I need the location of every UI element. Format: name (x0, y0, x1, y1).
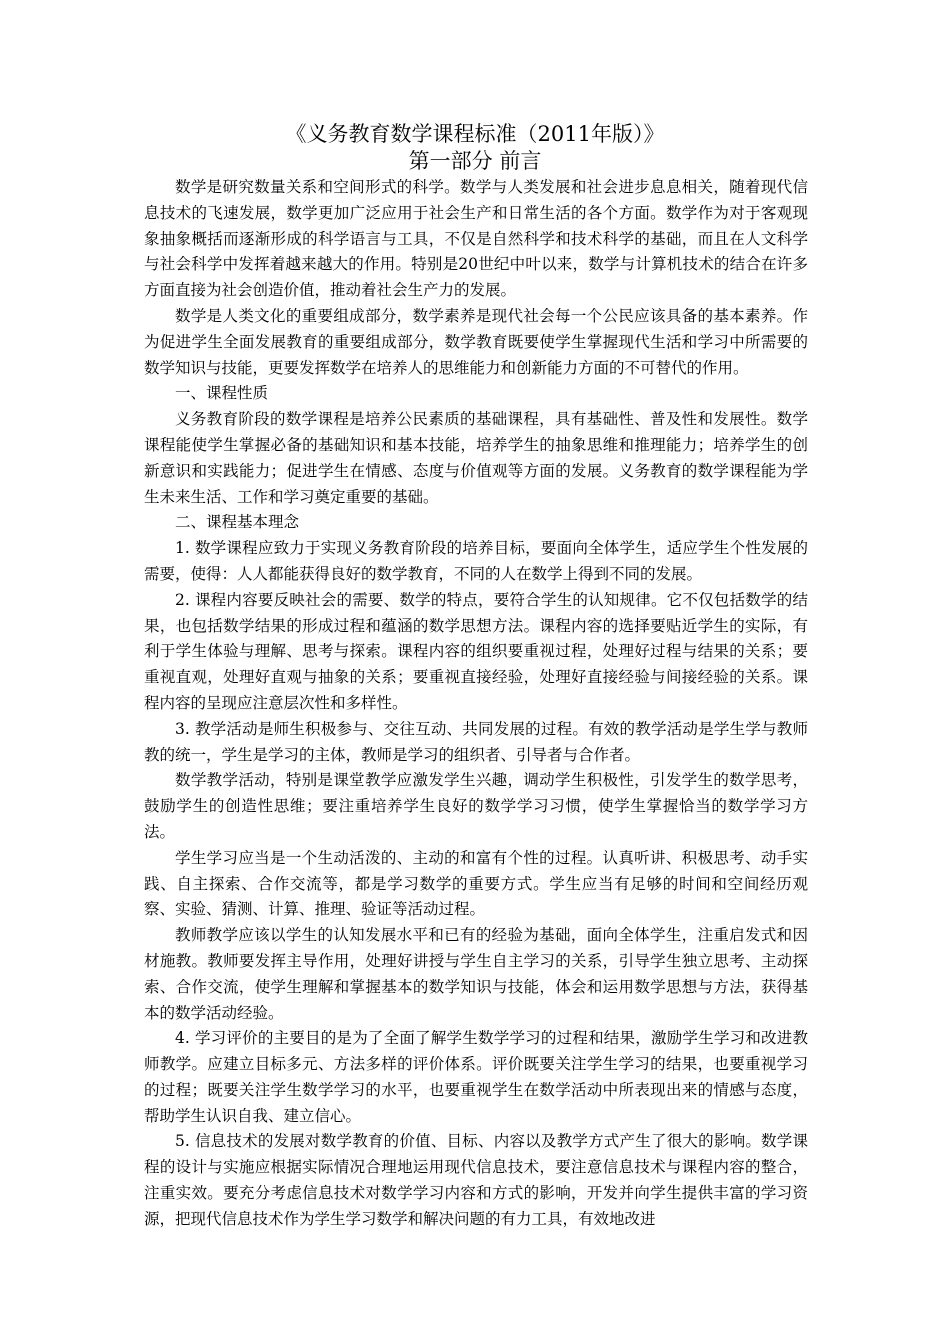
paragraph-concept-1: 1. 数学课程应致力于实现义务教育阶段的培养目标，要面向全体学生，适应学生个性发展的需要，使得：人人都能获得良好的数学教育，不同的人在数学上得到不同的发展。 (144, 539, 808, 583)
paragraph-concept-4: 4. 学习评价的主要目的是为了全面了解学生数学学习的过程和结果，激励学生学习和改进教师教学。应建立目标多元、方法多样的评价体系。评价既要关注学生学习的结果，也要重视学习的过程；既要关注学生数学学习的水平，也要重视学生在数学活动中所表现出来的情感与态度，帮助学生认识自我、建立信心。 (144, 1029, 808, 1125)
paragraph-teaching-activity: 数学教学活动，特别是课堂教学应激发学生兴趣，调动学生积极性，引发学生的数学思考，鼓励学生的创造性思维；要注重培养学生良好的数学学习习惯，使学生掌握恰当的数学学习方法。 (144, 771, 808, 841)
paragraph-concept-2: 2. 课程内容要反映社会的需要、数学的特点，要符合学生的认知规律。它不仅包括数学的结果，也包括数学结果的形成过程和蕴涵的数学思想方法。课程内容的选择要贴近学生的实际，有利于学生体验与理解、思考与探索。课程内容的组织要重视过程，处理好过程与结果的关系；要重视直观，处理好直观与抽象的关系；要重视直接经验，处理好直接经验与间接经验的关系。课程内容的呈现应注意层次性和多样性。 (144, 590, 808, 712)
paragraph-intro-2: 数学是人类文化的重要组成部分，数学素养是现代社会每一个公民应该具备的基本素养。作为促进学生全面发展教育的重要组成部分，数学教育既要使学生掌握现代生活和学习中所需要的数学知识与技能，更要发挥数学在培养人的思维能力和创新能力方面的不可替代的作用。 (144, 306, 808, 377)
section-heading: 第一部分 前言 (408, 149, 542, 173)
heading-course-nature: 一、课程性质 (175, 384, 269, 403)
heading-basic-concepts: 二、课程基本理念 (175, 513, 300, 532)
document-title: 《义务教育数学课程标准（2011年版）》 (285, 122, 665, 146)
paragraph-intro-1: 数学是研究数量关系和空间形式的科学。数学与人类发展和社会进步息息相关，随着现代信息技术的飞速发展，数学更加广泛应用于社会生产和日常生活的各个方面。数学作为对于客观现象抽象概括而逐渐形成的科学语言与工具，不仅是自然科学和技术科学的基础，而且在人文科学与社会科学中发挥着越来越大的作用。特别是20世纪中叶以来，数学与计算机技术的结合在许多方面直接为社会创造价值，推动着社会生产力的发展。 (144, 178, 808, 300)
paragraph-course-nature: 义务教育阶段的数学课程是培养公民素质的基础课程，具有基础性、普及性和发展性。数学课程能使学生掌握必备的基础知识和基本技能，培养学生的抽象思维和推理能力；培养学生的创新意识和实践能力；促进学生在情感、态度与价值观等方面的发展。义务教育的数学课程能为学生未来生活、工作和学习奠定重要的基础。 (144, 410, 808, 506)
document-body (144, 175, 808, 1233)
paragraph-student-learning: 学生学习应当是一个生动活泼的、主动的和富有个性的过程。认真听讲、积极思考、动手实践、自主探索、合作交流等，都是学习数学的重要方式。学生应当有足够的时间和空间经历观察、实验、猜测、计算、推理、验证等活动过程。 (144, 848, 808, 919)
paragraph-concept-5: 5. 信息技术的发展对数学教育的价值、目标、内容以及教学方式产生了很大的影响。数学课程的设计与实施应根据实际情况合理地运用现代信息技术，要注意信息技术与课程内容的整合，注重实效。要充分考虑信息技术对数学学习内容和方式的影响，开发并向学生提供丰富的学习资源，把现代信息技术作为学生学习数学和解决问题的有力工具，有效地改进 (144, 1132, 808, 1228)
paragraph-concept-3: 3. 教学活动是师生积极参与、交往互动、共同发展的过程。有效的教学活动是学生学与教师教的统一，学生是学习的主体，教师是学习的组织者、引导者与合作者。 (144, 719, 808, 764)
paragraph-teacher-teaching: 教师教学应该以学生的认知发展水平和已有的经验为基础，面向全体学生，注重启发式和因材施教。教师要发挥主导作用，处理好讲授与学生自主学习的关系，引导学生独立思考、主动探索、合作交流，使学生理解和掌握基本的数学知识与技能，体会和运用数学思想与方法，获得基本的数学活动经验。 (144, 926, 808, 1022)
